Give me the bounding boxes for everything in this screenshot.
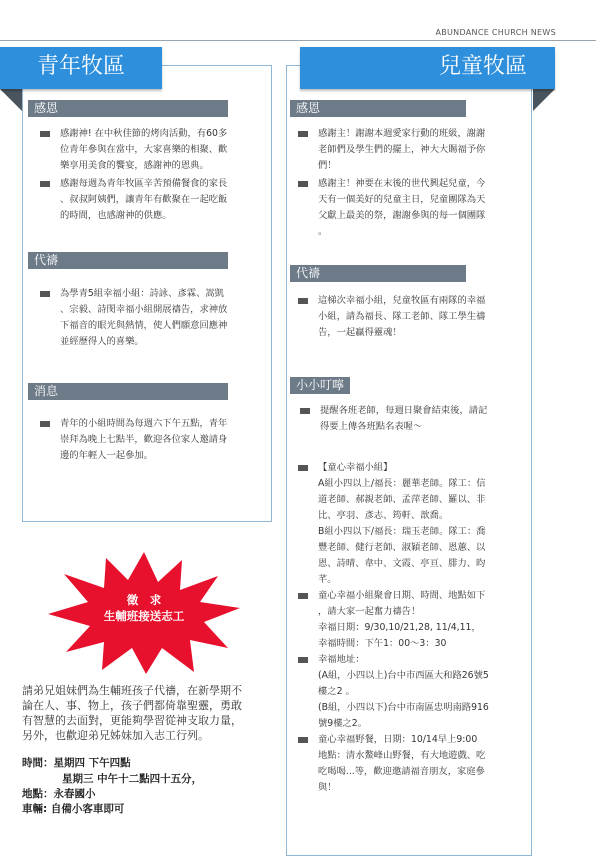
list-item: 童心幸福小組聚會日期、時間、地點如下 ，請大家一起奮力禱告！ 幸福日期：9/30,10/21,28, 11/4,11， 幸福時間：下午1：00～3：30 (298, 588, 528, 652)
bullet-icon (298, 131, 308, 137)
banner-fold-right (533, 89, 555, 111)
recruit-subtitle: 生輔班接送志工 (103, 609, 185, 623)
bullet-icon (298, 298, 308, 304)
bullet-icon (40, 131, 50, 137)
youth-prayer-list (40, 286, 266, 350)
children-thanks-list (298, 126, 528, 240)
youth-thanks-list (40, 126, 266, 224)
children-reminder-heading: 小小叮嚀 (290, 377, 350, 394)
list-item: 感謝主！神要在末後的世代興起兒童，今 天有一個美好的兒童主日，兒童團隊為天 父獻上最美的祭，謝謝參與的每一個團隊 。 (298, 176, 528, 240)
bullet-icon (40, 181, 50, 187)
children-thanks-heading: 感恩 (290, 100, 466, 117)
recruit-time-2: 星期三 中午十二點四十五分， (62, 773, 203, 785)
bullet-icon (298, 465, 308, 471)
children-title: 兒童牧區 (300, 47, 555, 89)
bullet-icon (298, 593, 308, 599)
youth-title: 青年牧區 (0, 47, 162, 89)
list-item: 為學青5組幸福小組：詩詠、彥霖、嵩凱 、宗毅、詩閔幸福小組開展禱告，求神放 下福音的眼光與熱情，使人們願意回應神 並經歷得人的喜樂。 (40, 286, 266, 350)
children-prayer-list (298, 293, 528, 341)
list-item: 這梯次幸福小組，兒童牧區有兩隊的幸福 小組，請為福長、隊工老師、隊工學生禱 告，一起贏得靈魂！ (298, 293, 528, 341)
recruit-title: 徵 求 (126, 593, 162, 607)
recruit-heading (44, 592, 244, 624)
recruit-vehicle: 車輛: 自備小客車即可 (22, 803, 125, 815)
recruit-place: 地點：永春國小 (22, 788, 96, 800)
youth-news-heading: 消息 (28, 383, 228, 400)
banner-fold-left (0, 89, 22, 111)
list-item: 提醒各班老師，每週日聚會結束後，請記 得要上傳各班點名表喔～ (300, 403, 528, 435)
youth-thanks-heading: 感恩 (28, 100, 228, 117)
children-prayer-heading: 代禱 (290, 265, 466, 282)
recruit-body: 請弟兄姐妹們為生輔班孩子代禱，在新學期不 論在人、事、物上，孩子們都倚靠聖靈，勇敢 有智慧的去面對，更能夠學習從神支取力量， 另外，也歡迎弟兄姊妹加入志工行列。 (22, 684, 242, 742)
list-item: 感謝神! 在中秋佳節的烤肉活動，有60多 位青年參與在當中，大家喜樂的相聚、歡 樂享用美食的饗宴，感謝神的恩典。 (40, 126, 266, 174)
list-item: 感謝主！謝謝本週愛家行動的班級，謝謝 老師們及學生們的擺上，神大大賜福予你 們！ (298, 126, 528, 174)
children-reminder-list (300, 403, 528, 435)
bullet-icon (298, 181, 308, 187)
bullet-icon (40, 291, 50, 297)
list-item: 【童心幸福小組】 A組小四以上/福長：麗華老師。隊工：信 道老師、郝親老師、孟萍老師、羅以、非 比、亭羽、彥志、筠軒、歆喬。 B組小四以下/福長：瑞玉老師。隊工：喬 豐老師、健行老師、淑穎老師、恩蕙、以 恩、詩晴、韋中、文霞、亭亘、腓力、昀 芊。 (298, 460, 528, 588)
youth-prayer-heading: 代禱 (28, 252, 228, 269)
header-rule (0, 40, 596, 41)
youth-news-list (40, 416, 266, 464)
bullet-icon (298, 657, 308, 663)
recruit-time-1: 時間：星期四 下午四點 (22, 757, 131, 769)
children-group-list (298, 460, 528, 796)
masthead: ABUNDANCE CHURCH NEWS (435, 28, 556, 37)
list-item: 青年的小組時間為每週六下午五點，青年 崇拜為晚上七點半，歡迎各位家人邀請身 邊的年輕人一起參加。 (40, 416, 266, 464)
list-item: 幸福地址： (A組，小四以上)台中市西區大和路26號5 樓之2 。 (B組，小四以下)台中市南區忠明南路916 號9樓之2。 (298, 652, 528, 732)
list-item: 童心幸福野餐，日期：10/14早上9:00 地點：清水鰲峰山野餐，有大地遊戲、吃 吃喝喝...等，歡迎邀請福音朋友，家庭參 與！ (298, 732, 528, 796)
bullet-icon (40, 421, 50, 427)
bullet-icon (300, 408, 310, 414)
bullet-icon (298, 737, 308, 743)
list-item: 感謝每週為青年牧區辛苦預備餐食的家長 、叔叔阿姨們，讓青年有歡聚在一起吃飯 的時間，也感謝神的供應。 (40, 176, 266, 224)
